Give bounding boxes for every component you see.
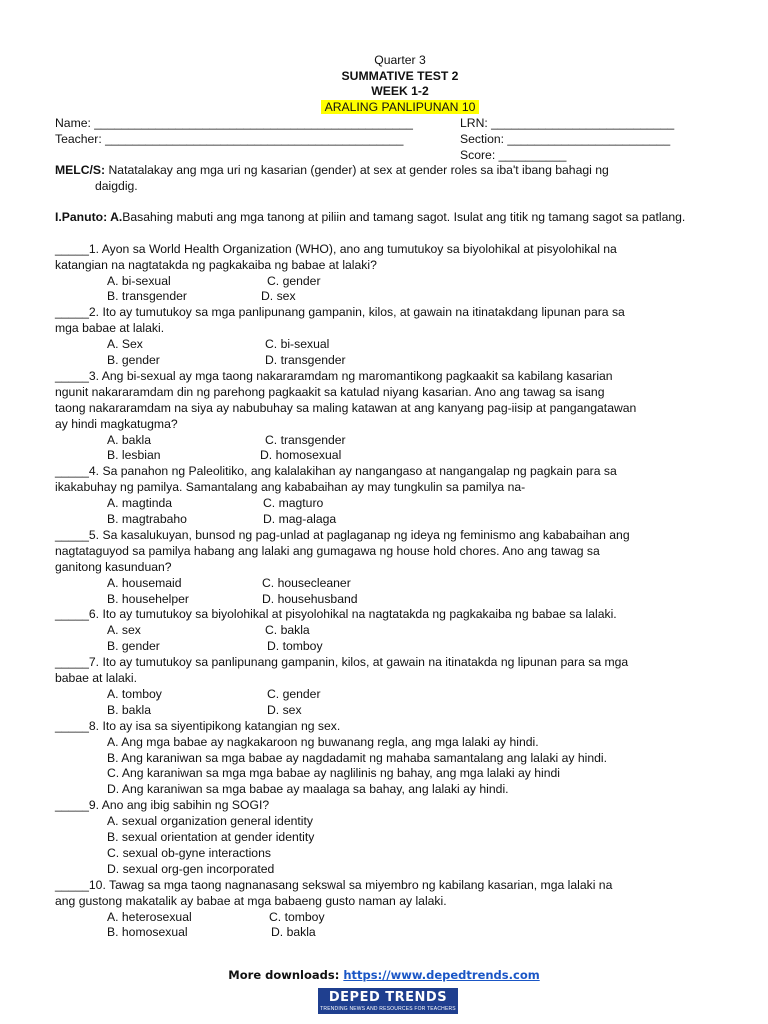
question-text: _____6. Ito ay tumutukoy sa biyolohikal at pisyolohikal na nagtatakda ng pagkakaiba ng babae sa lalaki. — [55, 607, 617, 622]
option-row — [55, 925, 745, 941]
melc-text-cont: daigdig. — [95, 178, 138, 193]
instructions-label: I.Panuto: A. — [55, 209, 123, 224]
option-row — [55, 353, 745, 369]
option-row — [55, 592, 745, 608]
question-text: _____3. Ang bi-sexual ay mga taong nakararamdam ng maromantikong pagkaakit sa kabilang kasarian — [55, 368, 613, 383]
option-item[interactable]: B. sexual orientation at gender identity — [107, 830, 315, 845]
option-left[interactable]: A. Sex — [107, 337, 143, 352]
footer-link[interactable]: https://www.depedtrends.com — [343, 968, 540, 982]
question-item — [55, 878, 745, 942]
option-left[interactable]: B. gender — [107, 353, 160, 368]
quarter-label: Quarter 3 — [374, 53, 426, 67]
option-right[interactable]: C. transgender — [265, 432, 346, 447]
question-item — [55, 798, 745, 878]
option-left[interactable]: A. housemaid — [107, 575, 182, 590]
option-item[interactable]: A. sexual organization general identity — [107, 814, 313, 829]
option-left[interactable]: B. bakla — [107, 702, 152, 717]
option-left[interactable]: A. bi-sexual — [107, 273, 171, 288]
option-row — [55, 639, 745, 655]
option-right[interactable]: D. sex — [261, 289, 296, 304]
question-text: ang gustong makatalik ay babae at mga babaeng gusto naman ay lalaki. — [55, 893, 447, 908]
option-row — [55, 289, 745, 305]
option-right[interactable]: C. bakla — [265, 623, 310, 638]
question-text: _____1. Ayon sa World Health Organization (WHO), ano ang tumutukoy sa biyolohikal at pisyolohikal na — [55, 241, 617, 256]
footer-label: More downloads: — [228, 968, 344, 982]
option-row — [55, 910, 745, 926]
question-text: mga babae at lalaki. — [55, 321, 165, 336]
option-item[interactable]: B. Ang karaniwan sa mga babae ay nagdadamit ng mahaba samantalang ang lalaki ay hindi. — [107, 750, 608, 765]
question-text: taong nakararamdam na siya ay nabubuhay sa maling katawan at ang kanyang pag-iisip at pangangatawan — [55, 400, 637, 415]
melc-text: Natatalakay ang mga uri ng kasarian (gender) at sex at gender roles sa iba't ibang bahagi ng — [105, 163, 609, 177]
option-row — [55, 512, 745, 528]
option-row — [55, 274, 745, 290]
question-text: babae at lalaki. — [55, 671, 137, 685]
question-text: _____5. Sa kasalukuyan, bunsod ng pag-unlad at paglaganap ng ideya ng feminismo ang kababaihan ang — [55, 527, 630, 542]
option-left[interactable]: A. magtinda — [107, 496, 173, 511]
option-row — [55, 703, 745, 719]
option-left[interactable]: B. gender — [107, 639, 160, 654]
option-left[interactable]: A. tomboy — [107, 686, 162, 701]
question-text: ngunit nakararamdam din ng parehong pagkaakit sa katulad niyang kasarian. Ano ang tawag sa isang — [55, 384, 605, 399]
option-right[interactable]: D. homosexual — [260, 448, 342, 463]
question-text: _____9. Ano ang ibig sabihin ng SOGI? — [55, 798, 270, 813]
option-right[interactable]: C. bi-sexual — [265, 337, 330, 352]
option-item[interactable]: D. Ang karaniwan sa mga babae ay maalaga sa bahay, ang lalaki ay hindi. — [107, 782, 509, 797]
question-text: katangian na nagtatakda ng pagkakaiba ng babae at lalaki? — [55, 257, 377, 272]
option-right[interactable]: C. gender — [267, 273, 321, 288]
student-info — [55, 116, 745, 164]
option-left[interactable]: A. sex — [107, 623, 141, 638]
option-row — [55, 496, 745, 512]
option-right[interactable]: D. househusband — [262, 591, 358, 606]
question-text: ganitong kasunduan? — [55, 559, 172, 574]
instructions-text: Basahing mabuti ang mga tanong at piliin and tamang sagot. Isulat ang titik ng tamang sagot sa patlang. — [122, 209, 686, 224]
question-item — [55, 655, 745, 719]
option-row — [55, 448, 745, 464]
footer — [0, 968, 768, 984]
lrn-field[interactable]: LRN: ___________________________ — [460, 116, 675, 130]
question-item — [55, 305, 745, 369]
logo-text: DEPED TRENDS — [328, 990, 448, 1005]
question-list — [55, 242, 745, 942]
question-item — [55, 719, 745, 799]
option-left[interactable]: B. transgender — [107, 289, 187, 304]
question-text: _____7. Ito ay tumutukoy sa panlipunang gampanin, kilos, at gawain na itinatakda ng lipunan para sa mga — [55, 655, 629, 670]
week-label: WEEK 1-2 — [371, 84, 429, 98]
instructions — [55, 210, 745, 226]
name-field[interactable]: Name: _______________________________________________ — [55, 116, 413, 130]
option-right[interactable]: C. tomboy — [269, 909, 325, 924]
question-text: nagtataguyod sa pamilya habang ang lalaki ang gumagawa ng house hold chores. Ano ang tawag sa — [55, 543, 600, 558]
option-right[interactable]: D. transgender — [265, 353, 346, 368]
deped-trends-logo[interactable] — [318, 988, 458, 1014]
option-row — [55, 337, 745, 353]
teacher-field[interactable]: Teacher: ____________________________________________ — [55, 132, 404, 146]
subject-label: ARALING PANLIPUNAN 10 — [321, 100, 480, 114]
option-right[interactable]: C. housecleaner — [262, 575, 351, 590]
option-right[interactable]: C. magturo — [263, 496, 324, 511]
option-right[interactable]: D. sex — [267, 702, 302, 717]
option-right[interactable]: C. gender — [267, 686, 321, 701]
logo-tagline: TRENDING NEWS AND RESOURCES FOR TEACHERS — [320, 1006, 456, 1012]
melc-statement — [55, 163, 745, 195]
score-field[interactable]: Score: __________ — [460, 148, 567, 162]
option-item[interactable]: A. Ang mga babae ay nagkakaroon ng buwanang regla, ang mga lalaki ay hindi. — [107, 734, 539, 749]
option-item[interactable]: D. sexual org-gen incorporated — [107, 861, 275, 876]
question-item — [55, 607, 745, 655]
test-title: SUMMATIVE TEST 2 — [341, 68, 459, 83]
option-left[interactable]: A. heterosexual — [107, 909, 192, 924]
question-item — [55, 528, 745, 608]
question-text: ay hindi magkatugma? — [55, 416, 178, 431]
option-row — [55, 623, 745, 639]
option-right[interactable]: D. bakla — [271, 925, 316, 940]
question-text: _____2. Ito ay tumutukoy sa mga panlipunang gampanin, kilos, at gawain na itinatakdang lipunan para sa — [55, 305, 625, 320]
question-item — [55, 369, 745, 464]
option-row — [55, 687, 745, 703]
option-right[interactable]: D. mag-alaga — [263, 512, 337, 527]
question-item — [55, 242, 745, 306]
option-left[interactable]: B. homosexual — [107, 925, 188, 940]
question-text: _____4. Sa panahon ng Paleolitiko, ang kalalakihan ay nangangaso at nangangalap ng pagkain para sa — [55, 464, 617, 479]
option-left[interactable]: B. househelper — [107, 591, 189, 606]
option-left[interactable]: A. bakla — [107, 432, 152, 447]
question-item — [55, 464, 745, 528]
option-row — [55, 576, 745, 592]
option-right[interactable]: D. tomboy — [267, 639, 323, 654]
option-row — [55, 433, 745, 449]
test-body — [55, 163, 745, 941]
question-text: _____10. Tawag sa mga taong nagnanasang sekswal sa miyembro ng kabilang kasarian, mga lalaki na — [55, 877, 613, 892]
option-left[interactable]: B. magtrabaho — [107, 512, 187, 527]
test-header — [55, 53, 745, 115]
option-item[interactable]: C. sexual ob-gyne interactions — [107, 845, 271, 860]
melc-label: MELC/S: — [55, 163, 106, 177]
question-text: ikakabuhay ng pamilya. Samantalang ang kababaihan ay may tungkulin sa pamilya na- — [55, 480, 526, 495]
question-text: _____8. Ito ay isa sa siyentipikong katangian ng sex. — [55, 718, 341, 733]
option-left[interactable]: B. lesbian — [107, 448, 161, 463]
option-item[interactable]: C. Ang karaniwan sa mga mga babae ay naglilinis ng bahay, ang mga lalaki ay hindi — [107, 766, 561, 781]
section-field[interactable]: Section: ________________________ — [460, 132, 671, 146]
